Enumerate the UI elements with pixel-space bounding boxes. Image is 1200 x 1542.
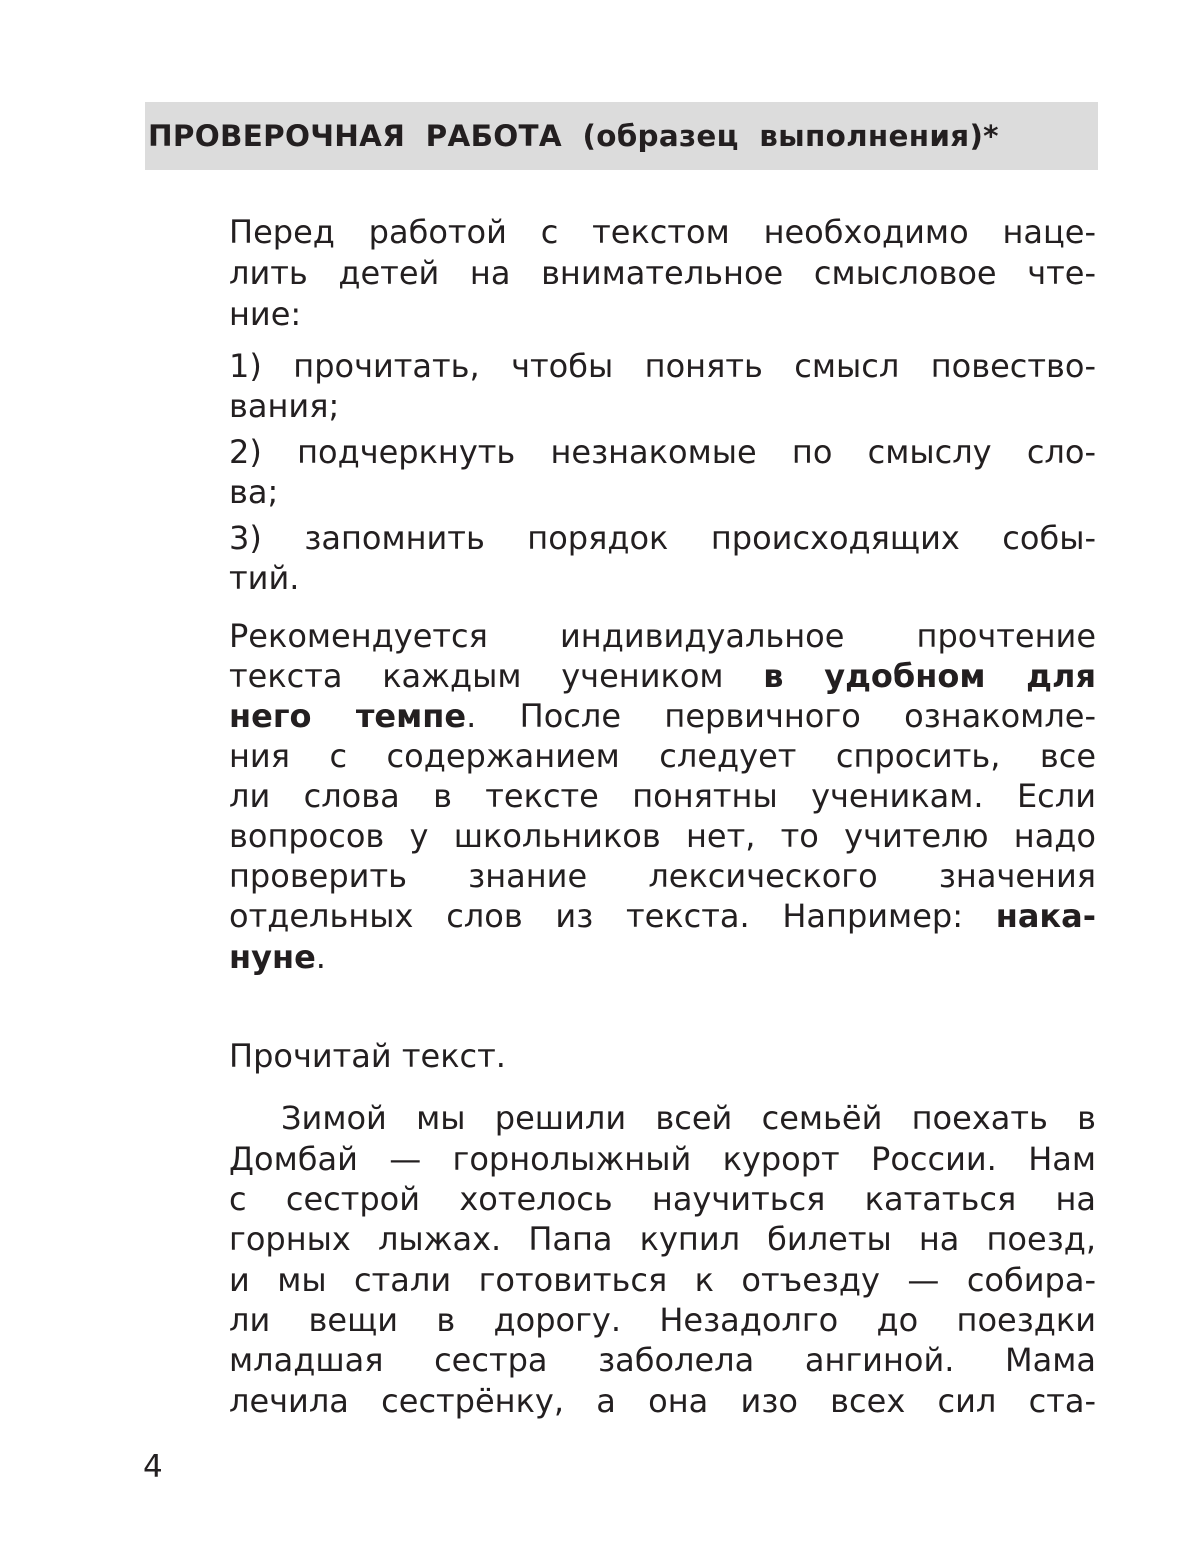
story-line: младшая сестра заболела ангиной. Мама: [229, 1341, 1096, 1379]
story-line: с сестрой хотелось научиться кататься на: [229, 1180, 1096, 1218]
text-line: [229, 937, 1096, 977]
text-line: Перед работой с текстом необходимо наце-: [229, 213, 1096, 251]
story-line: Зимой мы решили всей семьёй поехать в: [281, 1099, 1096, 1137]
story-line: Домбай — горнолыжный курорт России. Нам: [229, 1140, 1096, 1178]
story-line: и мы стали готовиться к отъезду — собира-: [229, 1261, 1096, 1299]
list-item: ва;: [229, 473, 279, 511]
text-line: лить детей на внимательное смысловое чте-: [229, 254, 1096, 292]
list-item: 1) прочитать, чтобы понять смысл повество-: [229, 347, 1096, 385]
heading-band: [145, 102, 1098, 170]
story-line: лечила сестрёнку, а она изо всех сил ста-: [229, 1382, 1096, 1420]
page-title: ПРОВЕРОЧНАЯ РАБОТА (образец выполнения)*: [148, 119, 999, 153]
emphasis-text: него темпе: [229, 697, 467, 735]
text-run: отдельных слов из текста. Например:: [229, 897, 996, 935]
text-line: [229, 656, 1096, 696]
instruction: Прочитай текст.: [229, 1037, 506, 1075]
text-line: ли слова в тексте понятны ученикам. Если: [229, 777, 1096, 815]
text-line: [229, 896, 1096, 936]
text-line: ния с содержанием следует спросить, все: [229, 737, 1096, 775]
text-line: [229, 696, 1096, 736]
text-line: ние:: [229, 295, 302, 333]
emphasis-text: нуне: [229, 938, 316, 976]
story-line: ли вещи в дорогу. Незадолго до поездки: [229, 1301, 1096, 1339]
text-line: проверить знание лексического значения: [229, 857, 1096, 895]
text-line: вопросов у школьников нет, то учителю надо: [229, 817, 1096, 855]
text-line: Рекомендуется индивидуальное прочтение: [229, 617, 1096, 655]
text-run: . После первичного ознакомле-: [466, 697, 1097, 735]
text-run: .: [315, 938, 326, 976]
emphasis-text: нака-: [995, 897, 1096, 935]
emphasis-text: в удобном для: [763, 657, 1097, 695]
list-item: тий.: [229, 559, 300, 597]
list-item: 2) подчеркнуть незнакомые по смыслу сло-: [229, 433, 1096, 471]
story-line: горных лыжах. Папа купил билеты на поезд,: [229, 1220, 1096, 1258]
list-item: 3) запомнить порядок происходящих собы-: [229, 519, 1096, 557]
list-item: вания;: [229, 387, 340, 425]
text-run: текста каждым учеником: [229, 657, 764, 695]
page-number: 4: [143, 1449, 163, 1485]
